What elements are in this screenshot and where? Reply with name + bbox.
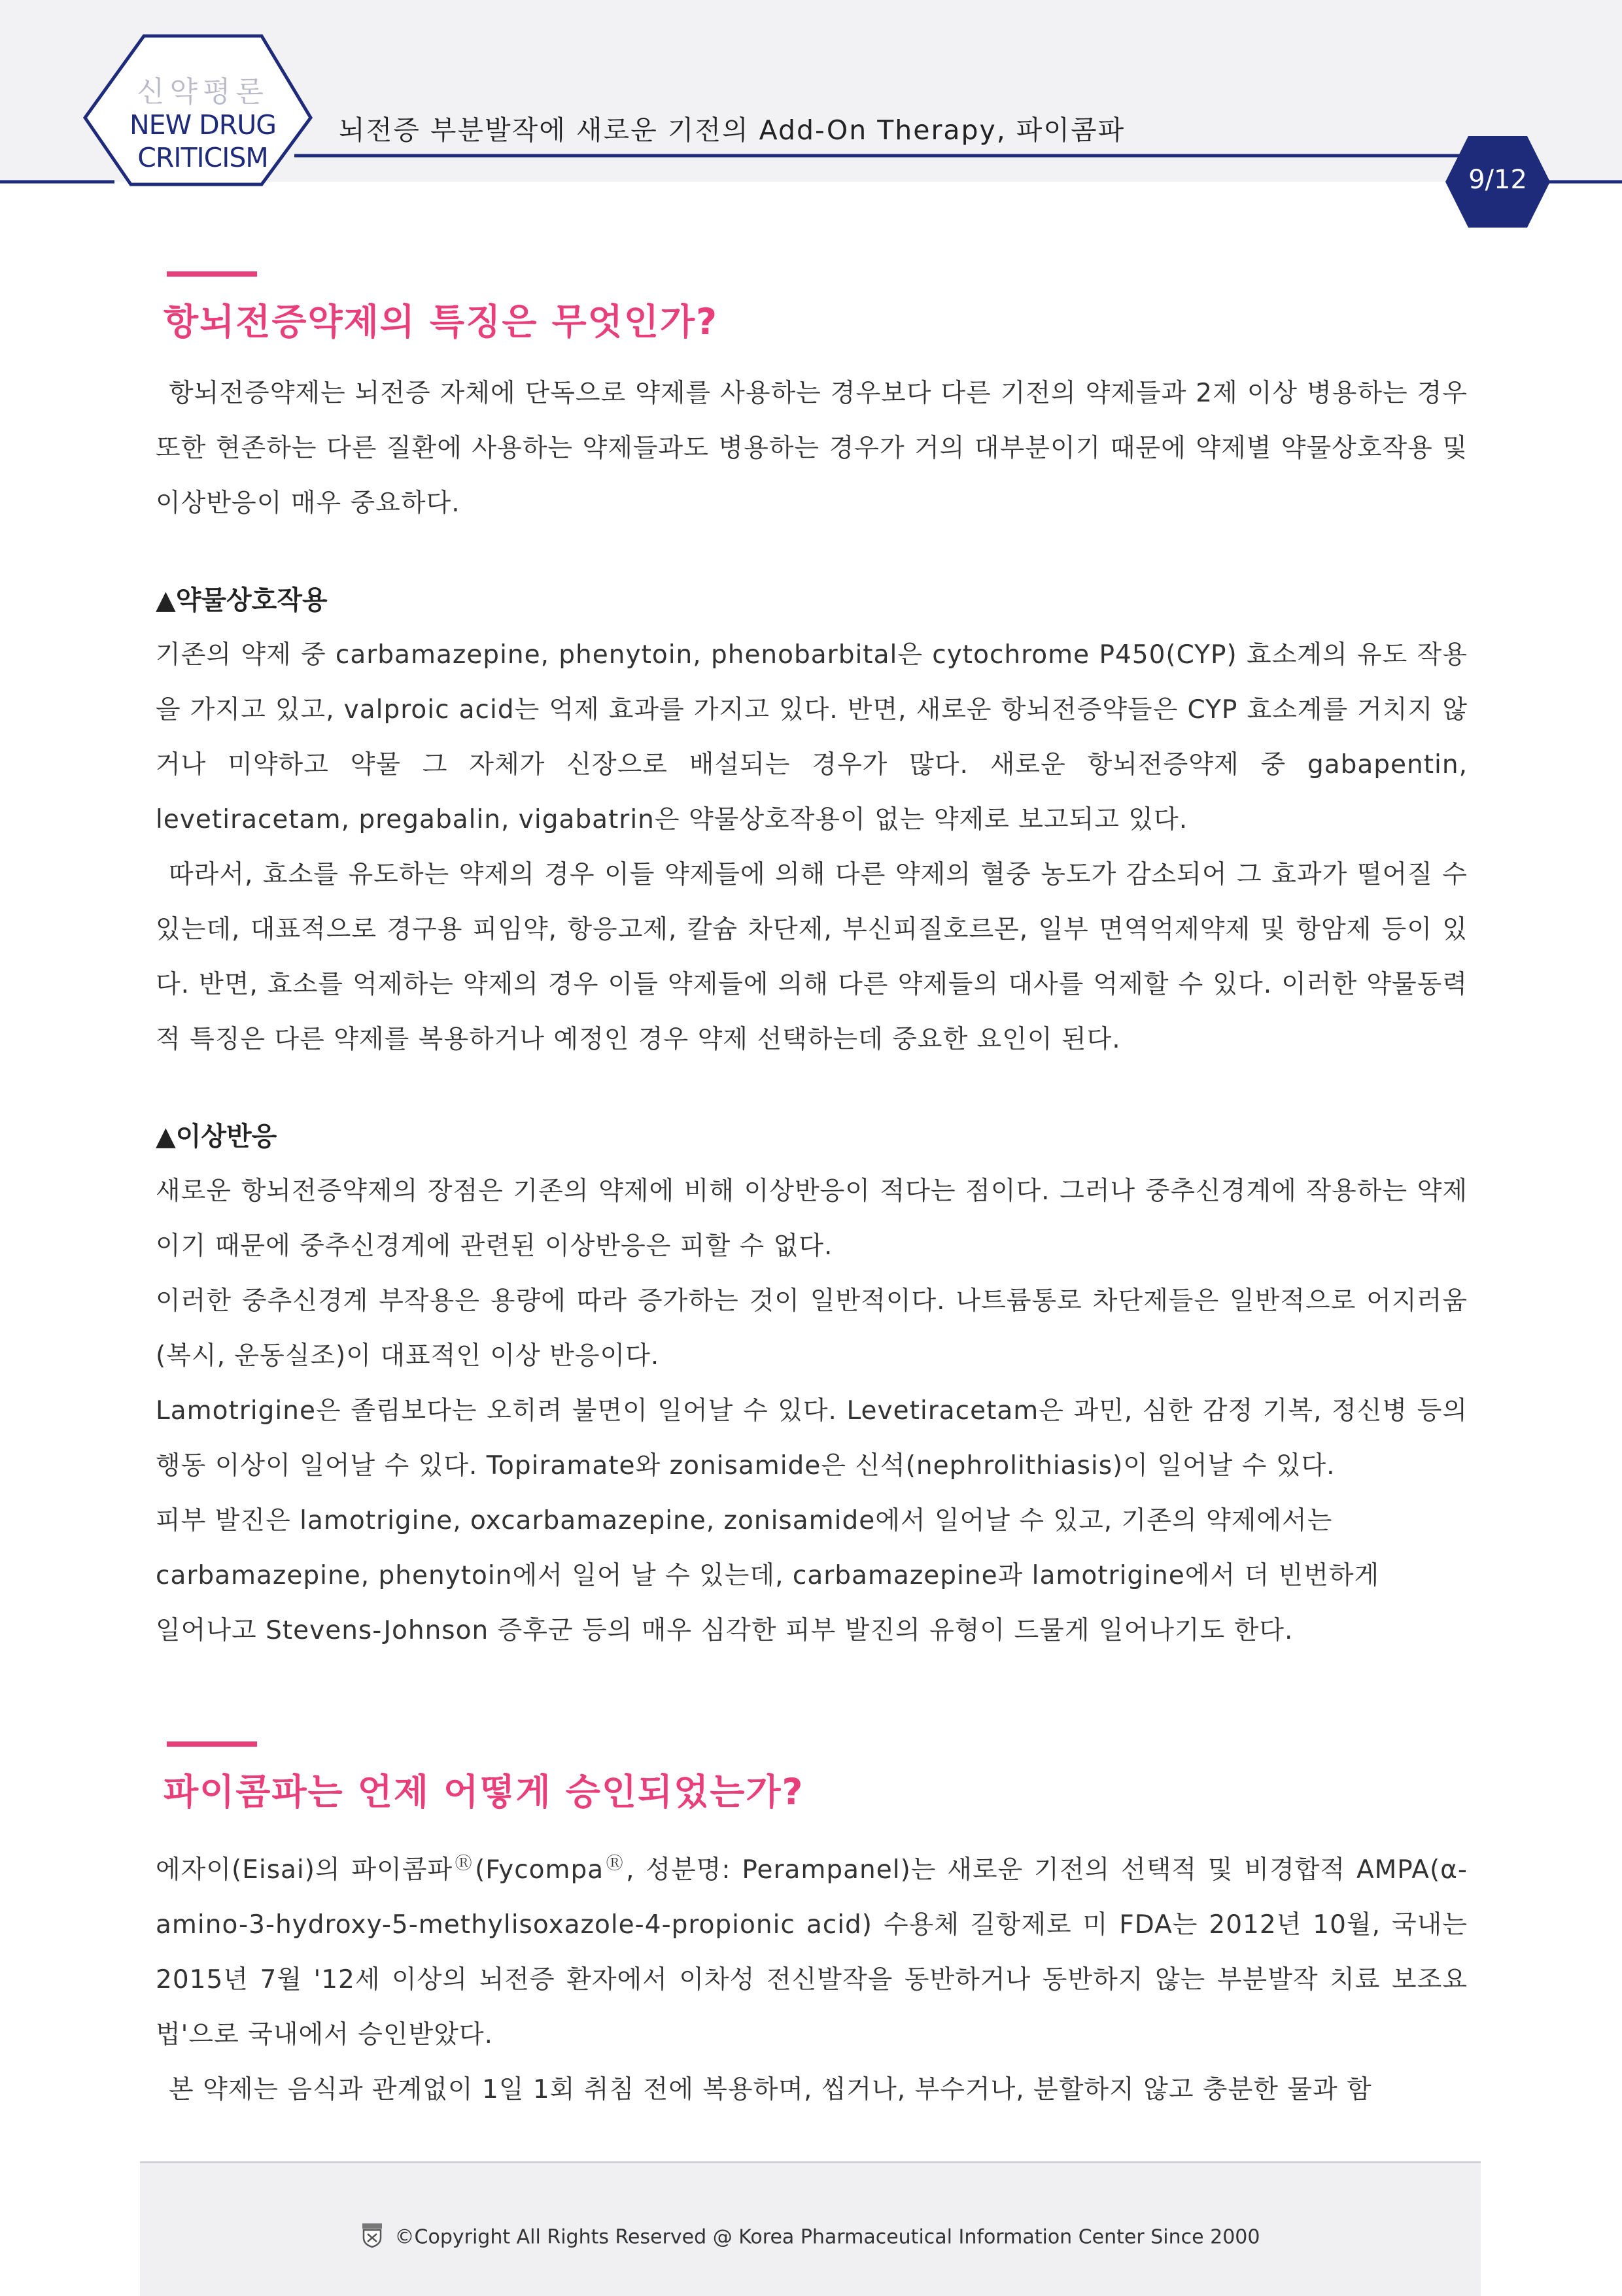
- section2-title: 파이콤파는 언제 어떻게 승인되었는가?: [164, 1771, 804, 1813]
- section2-p1-part-a: 에자이(Eisai)의 파이콤파: [156, 1855, 453, 1885]
- section1-accent-bar: [167, 271, 257, 277]
- logo-english: [85, 109, 320, 174]
- document-title: 뇌전증 부분발작에 새로운 기전의 Add-On Therapy, 파이콤파: [339, 114, 1126, 146]
- adverse-paragraph-3: Lamotrigine은 졸림보다는 오히려 불면이 일어날 수 있다. Levetiracetam은 과민, 심한 감정 기복, 정신병 등의 행동 이상이 일어날 수 있다. Topiramate와 zonisamide은 신석(nephrolithiasis)이 일어날 수 있다.: [156, 1396, 1468, 1481]
- adverse-paragraph-4-line3: 일어나고 Stevens-Johnson 증후군 등의 매우 심각한 피부 발진의 유형이 드물게 일어나기도 한다.: [156, 1616, 1294, 1645]
- adverse-paragraph-1: 새로운 항뇌전증약제의 장점은 기존의 약제에 비해 이상반응이 적다는 점이다. 그러나 중추신경계에 작용하는 약제이기 때문에 중추신경계에 관련된 이상반응은 피할 수 없다.: [156, 1176, 1468, 1261]
- section2-paragraph-2: 본 약제는 음식과 관계없이 1일 1회 취침 전에 복용하며, 씹거나, 부수거나, 분할하지 않고 충분한 물과 함: [169, 2075, 1372, 2104]
- section2-accent-bar: [167, 1741, 257, 1747]
- footer-copyright: ©Copyright All Rights Reserved @ Korea Pharmaceutical Information Center Since 2000: [394, 2225, 1260, 2249]
- page-footer: [140, 2161, 1481, 2296]
- registered-mark-1: Ⓡ: [453, 1854, 475, 1874]
- adverse-heading: ▲이상반응: [156, 1122, 277, 1152]
- section1-content: [156, 366, 1468, 1658]
- logo-english-line2: CRITICISM: [137, 142, 268, 173]
- section2-p1-part-c: , 성분명: Perampanel)는 새로운 기전의 선택적 및 비경합적 AMPA(α-amino-3-hydroxy-5-methylisoxazole-4-propionic acid) 수용체 길항제로 미 FDA는 2012년 10월, 국내는 2015년 7월 '12세 이상의 뇌전증 환자에서 이차성 전신발작을 동반하거나 동반하지 않는 부분발작 치료 보조요법'으로 국내에서 승인받았다.: [156, 1855, 1468, 2049]
- page-number: 9/12: [1468, 165, 1527, 195]
- shield-logo-icon: [361, 2222, 383, 2253]
- section1-title: 항뇌전증약제의 특징은 무엇인가?: [164, 301, 719, 343]
- section1-intro: 항뇌전증약제는 뇌전증 자체에 단독으로 약제를 사용하는 경우보다 다른 기전의 약제들과 2제 이상 병용하는 경우 또한 현존하는 다른 질환에 사용하는 약제들과도 병용하는 경우가 거의 대부분이기 때문에 약제별 약물상호작용 및 이상반응이 매우 중요하다.: [156, 379, 1468, 518]
- interaction-paragraph-1: 기존의 약제 중 carbamazepine, phenytoin, phenobarbital은 cytochrome P450(CYP) 효소계의 유도 작용을 가지고 있고, valproic acid는 억제 효과를 가지고 있다. 반면, 새로운 항뇌전증약들은 CYP 효소계를 거치지 않거나 미약하고 약물 그 자체가 신장으로 배설되는 경우가 많다. 새로운 항뇌전증약제 중 gabapentin, levetiracetam, pregabalin, vigabatrin은 약물상호작용이 없는 약제로 보고되고 있다.: [156, 640, 1468, 834]
- adverse-paragraph-4-line2: carbamazepine, phenytoin에서 일어 날 수 있는데, carbamazepine과 lamotrigine에서 더 빈번하게: [156, 1561, 1380, 1590]
- adverse-paragraph-2: 이러한 중추신경계 부작용은 용량에 따라 증가하는 것이 일반적이다. 나트륨통로 차단제들은 일반적으로 어지러움(복시, 운동실조)이 대표적인 이상 반응이다.: [156, 1286, 1468, 1371]
- registered-mark-2: Ⓡ: [604, 1854, 627, 1874]
- interaction-paragraph-2: 따라서, 효소를 유도하는 약제의 경우 이들 약제들에 의해 다른 약제의 혈중 농도가 감소되어 그 효과가 떨어질 수 있는데, 대표적으로 경구용 피임약, 항응고제, 칼슘 차단제, 부신피질호르몬, 일부 면역억제약제 및 항암제 등이 있다. 반면, 효소를 억제하는 약제의 경우 이들 약제들에 의해 다른 약제들의 대사를 억제할 수 있다. 이러한 약물동력적 특징은 다른 약제를 복용하거나 예정인 경우 약제 선택하는데 중요한 요인이 된다.: [156, 860, 1468, 1054]
- logo-korean: 신약평론: [136, 75, 269, 109]
- footer-copyright-line: [140, 2222, 1481, 2253]
- section2-paragraph-1: [156, 1836, 1468, 2063]
- section2-p1-part-b: (Fycompa: [475, 1855, 604, 1885]
- adverse-paragraph-4-line1: 피부 발진은 lamotrigine, oxcarbamazepine, zonisamide에서 일어날 수 있고, 기존의 약제에서는: [156, 1506, 1333, 1535]
- page-header: [0, 0, 1622, 182]
- section2-content: [156, 1836, 1468, 2117]
- logo-english-line1: NEW DRUG: [129, 109, 276, 141]
- interaction-heading: ▲약물상호작용: [156, 585, 328, 615]
